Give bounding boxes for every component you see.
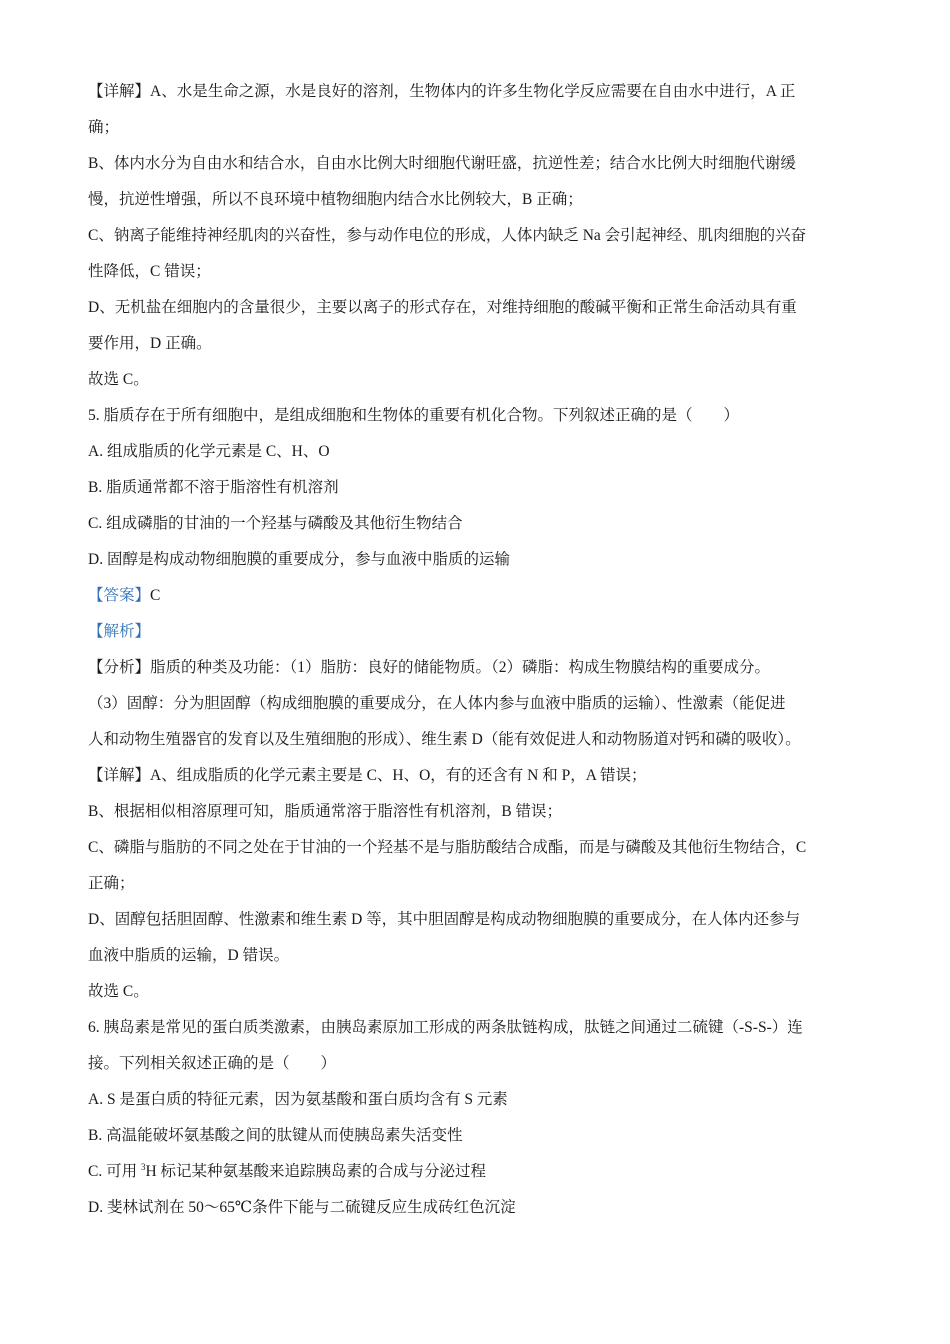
q5-detail-c-line2: 正确； [88,875,135,892]
q5-conclusion: 故选 C。 [88,983,149,1000]
q5-analysis-line2: （3）固醇：分为胆固醇（构成细胞膜的重要成分，在人体内参与血液中脂质的运输）、性激素（能促进 [88,695,786,712]
q4-detail-b-line2: 慢，抗逆性增强，所以不良环境中植物细胞内结合水比例较大，B 正确； [88,191,583,208]
q5-option-c: C. 组成磷脂的甘油的一个羟基与磷酸及其他衍生物结合 [88,515,463,532]
q6-option-c-suffix: H 标记某种氨基酸来追踪胰岛素的合成与分泌过程 [145,1163,487,1180]
q5-detail-b: B、根据相似相溶原理可知，脂质通常溶于脂溶性有机溶剂，B 错误； [88,803,563,820]
q6-option-c-superscript: 3 [140,1162,146,1172]
q4-detail-d-line1: D、无机盐在细胞内的含量很少，主要以离子的形式存在，对维持细胞的酸碱平衡和正常生命活动具有重 [88,299,797,316]
q5-detail-a: 【详解】A、组成脂质的化学元素主要是 C、H、O，有的还含有 N 和 P，A 错误； [88,767,647,784]
q5-answer [88,578,878,614]
q5-option-b: B. 脂质通常都不溶于脂溶性有机溶剂 [88,479,339,496]
q4-detail-a-line2: 确； [88,119,120,136]
q6-stem-line2: 接。下列相关叙述正确的是（ ） [88,1055,337,1072]
q4-conclusion: 故选 C。 [88,371,149,388]
q4-detail-a-line1: 【详解】A、水是生命之源，水是良好的溶剂，生物体内的许多生物化学反应需要在自由水中进行，A 正 [88,83,796,100]
analysis-tag: 【解析】 [88,623,151,640]
q5-analysis-line3: 人和动物生殖器官的发育以及生殖细胞的形成）、维生素 D（能有效促进人和动物肠道对钙和磷的吸收）。 [88,731,801,748]
answer-value: C [150,587,161,604]
q6-option-c-prefix: C. 可用 [88,1163,141,1180]
q6-stem-line1: 6. 胰岛素是常见的蛋白质类激素，由胰岛素原加工形成的两条肽链构成，肽链之间通过二硫键（-S-S-）连 [88,1019,803,1036]
q6-option-c [88,1154,878,1190]
q4-detail-c-line1: C、钠离子能维持神经肌肉的兴奋性，参与动作电位的形成，人体内缺乏 Na 会引起神经、肌肉细胞的兴奋 [88,227,807,244]
q5-option-d: D. 固醇是构成动物细胞膜的重要成分，参与血液中脂质的运输 [88,551,510,568]
q4-detail-c-line2: 性降低，C 错误； [88,263,211,280]
q4-detail-d-line2: 要作用，D 正确。 [88,335,212,352]
q6-option-b: B. 高温能破坏氨基酸之间的肽键从而使胰岛素失活变性 [88,1127,463,1144]
q5-analysis-tag [88,614,878,650]
q5-detail-d-line1: D、固醇包括胆固醇、性激素和维生素 D 等，其中胆固醇是构成动物细胞膜的重要成分，在人体内还参与 [88,911,801,928]
q6-option-a: A. S 是蛋白质的特征元素，因为氨基酸和蛋白质均含有 S 元素 [88,1091,508,1108]
q5-option-a: A. 组成脂质的化学元素是 C、H、O [88,443,330,460]
q5-detail-c-line1: C、磷脂与脂肪的不同之处在于甘油的一个羟基不是与脂肪酸结合成酯，而是与磷酸及其他衍生物结合，C [88,839,807,856]
q5-stem: 5. 脂质存在于所有细胞中，是组成细胞和生物体的重要有机化合物。下列叙述正确的是（ ） [88,407,740,424]
q4-detail-b-line1: B、体内水分为自由水和结合水，自由水比例大时细胞代谢旺盛，抗逆性差；结合水比例大时细胞代谢缓 [88,155,796,172]
answer-tag: 【答案】 [88,587,151,604]
q6-option-d: D. 斐林试剂在 50～65℃条件下能与二硫键反应生成砖红色沉淀 [88,1199,516,1216]
q5-detail-d-line2: 血液中脂质的运输，D 错误。 [88,947,290,964]
q5-analysis-line1: 【分析】脂质的种类及功能：（1）脂肪：良好的储能物质。（2）磷脂：构成生物膜结构的重要成分。 [88,659,771,676]
document-body [88,74,878,1226]
